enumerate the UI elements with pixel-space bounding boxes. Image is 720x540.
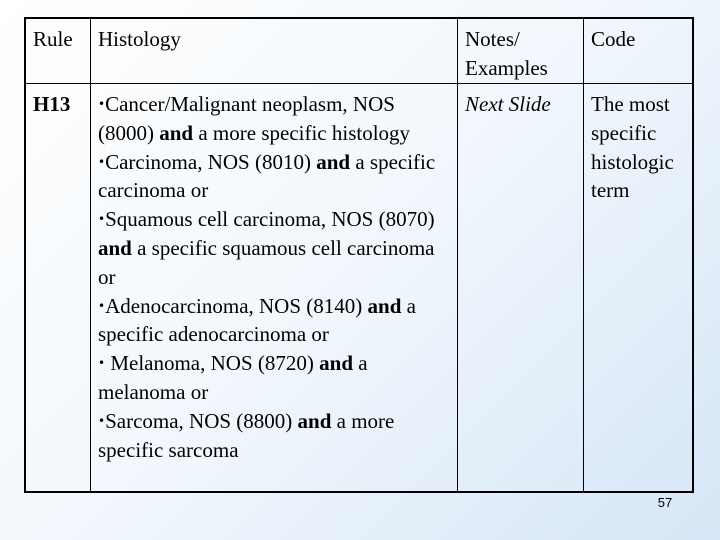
code-description: The most specific histologic term bbox=[591, 92, 674, 203]
histology-text: a more specific sarcoma bbox=[98, 408, 395, 462]
emphasis-and: and bbox=[316, 149, 351, 174]
bullet-icon: • bbox=[98, 154, 106, 169]
histology-text: Sarcoma, NOS (8800) bbox=[105, 408, 298, 433]
emphasis-and: and bbox=[367, 293, 402, 318]
histology-text: Carcinoma, NOS (8010) bbox=[105, 149, 317, 174]
histology-text: a melanoma or bbox=[98, 351, 368, 404]
emphasis-and: and bbox=[98, 235, 132, 260]
histology-text: a specific carcinoma or bbox=[98, 149, 436, 203]
header-notes-examples: Notes/ Examples bbox=[465, 27, 548, 80]
notes-next-slide: Next Slide bbox=[465, 92, 551, 116]
bullet-icon: • bbox=[98, 356, 106, 371]
histology-text: Adenocarcinoma, NOS (8140) bbox=[105, 293, 368, 318]
column-divider bbox=[90, 19, 91, 491]
bullet-icon: • bbox=[98, 413, 106, 428]
header-rule: Rule bbox=[33, 27, 73, 51]
page-number: 57 bbox=[657, 495, 673, 510]
histology-text: a specific adenocarcinoma or bbox=[98, 293, 416, 347]
histology-text: Melanoma, NOS (8720) bbox=[105, 351, 320, 376]
rule-id: H13 bbox=[33, 92, 71, 116]
histology-item bbox=[98, 90, 453, 148]
histology-item bbox=[98, 148, 453, 206]
emphasis-and: and bbox=[319, 351, 353, 376]
histology-item bbox=[98, 407, 453, 465]
bullet-icon: • bbox=[98, 212, 106, 227]
emphasis-and: and bbox=[297, 408, 332, 433]
histology-item bbox=[98, 292, 453, 350]
bullet-icon: • bbox=[98, 298, 106, 313]
emphasis-and: and bbox=[159, 120, 194, 145]
histology-item bbox=[98, 349, 453, 407]
histology-text: Cancer/Malignant neoplasm, NOS (8000) bbox=[98, 92, 395, 145]
histology-list bbox=[98, 90, 453, 464]
bullet-icon: • bbox=[98, 97, 106, 111]
histology-item bbox=[98, 205, 453, 291]
histology-text: Squamous cell carcinoma, NOS (8070) bbox=[105, 207, 435, 232]
header-divider bbox=[26, 83, 692, 84]
histology-text: a specific squamous cell carcinoma or bbox=[98, 235, 435, 289]
header-histology: Histology bbox=[98, 27, 181, 51]
column-divider bbox=[457, 19, 458, 491]
column-divider bbox=[583, 19, 584, 491]
header-code: Code bbox=[591, 27, 636, 51]
histology-text: a more specific histology bbox=[193, 120, 411, 145]
histology-rules-table bbox=[24, 17, 694, 493]
